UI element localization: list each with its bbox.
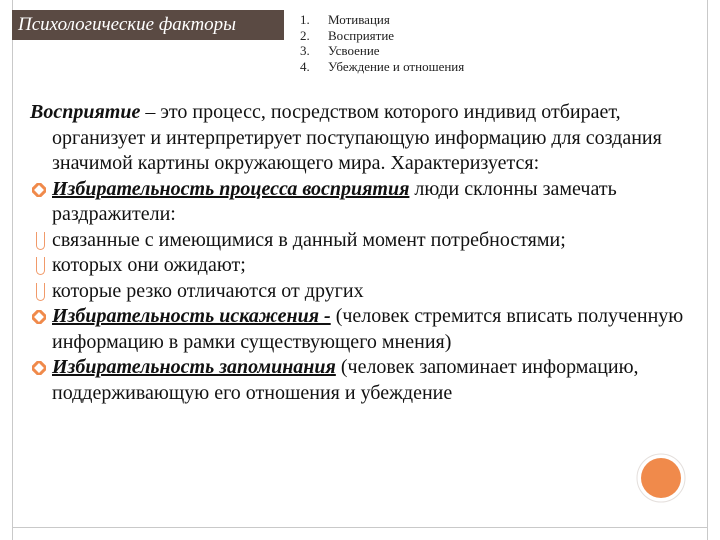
toc-list bbox=[300, 12, 464, 74]
toc-label: Мотивация bbox=[328, 12, 390, 27]
sub-item: которые резко отличаются от других bbox=[30, 279, 710, 305]
toc-item: 3. Усвоение bbox=[300, 43, 380, 58]
toc-item: 4. Убеждение и отношения bbox=[300, 58, 465, 74]
sub-bullet-icon bbox=[36, 283, 45, 301]
bullet-term: Избирательность запоминания bbox=[52, 356, 336, 378]
toc-label: Восприятие bbox=[328, 27, 395, 43]
bullet-term: Избирательность процесса восприятия bbox=[52, 177, 410, 200]
definition-text: – это процесс, посредством которого индивид отбирает, организует и интерпретирует поступающую информацию для создания значимой картины окружающего мира. Характеризуется: bbox=[52, 101, 662, 174]
diamond-bullet-icon bbox=[32, 361, 46, 375]
frame-left-line bbox=[12, 0, 13, 540]
bullet-item bbox=[30, 304, 710, 355]
toc-item: 2. Восприятие bbox=[300, 27, 395, 43]
bullet-text: люди склонны замечать раздражители: bbox=[52, 177, 617, 225]
bullet-text: (человек стремится вписать полученную информацию в рамки существующего мнения) bbox=[52, 305, 684, 353]
bullet-item bbox=[30, 355, 710, 406]
toc-item: 1. Мотивация bbox=[300, 12, 390, 27]
sub-item: которых они ожидают; bbox=[30, 253, 710, 279]
toc-label: Усвоение bbox=[328, 43, 380, 58]
sub-item: связанные с имеющимися в данный момент потребностями; bbox=[30, 228, 710, 254]
bullet-text: (человек запоминает информацию, поддерживающую его отношения и убеждение bbox=[52, 356, 639, 404]
toc-label: Убеждение и отношения bbox=[328, 58, 465, 74]
bullet-item bbox=[30, 177, 710, 228]
sub-bullet-icon bbox=[36, 257, 45, 275]
definition-paragraph bbox=[30, 100, 710, 177]
bullet-term: Избирательность искажения - bbox=[52, 305, 331, 327]
diamond-bullet-icon bbox=[32, 310, 46, 324]
sub-bullet-icon bbox=[36, 232, 45, 250]
frame-bottom-line bbox=[12, 527, 708, 528]
diamond-bullet-icon bbox=[32, 183, 46, 197]
definition-term: Восприятие bbox=[30, 101, 141, 123]
slide-title: Психологические факторы bbox=[12, 10, 284, 40]
slide-body bbox=[30, 100, 710, 406]
decorative-circle-icon bbox=[635, 452, 687, 504]
